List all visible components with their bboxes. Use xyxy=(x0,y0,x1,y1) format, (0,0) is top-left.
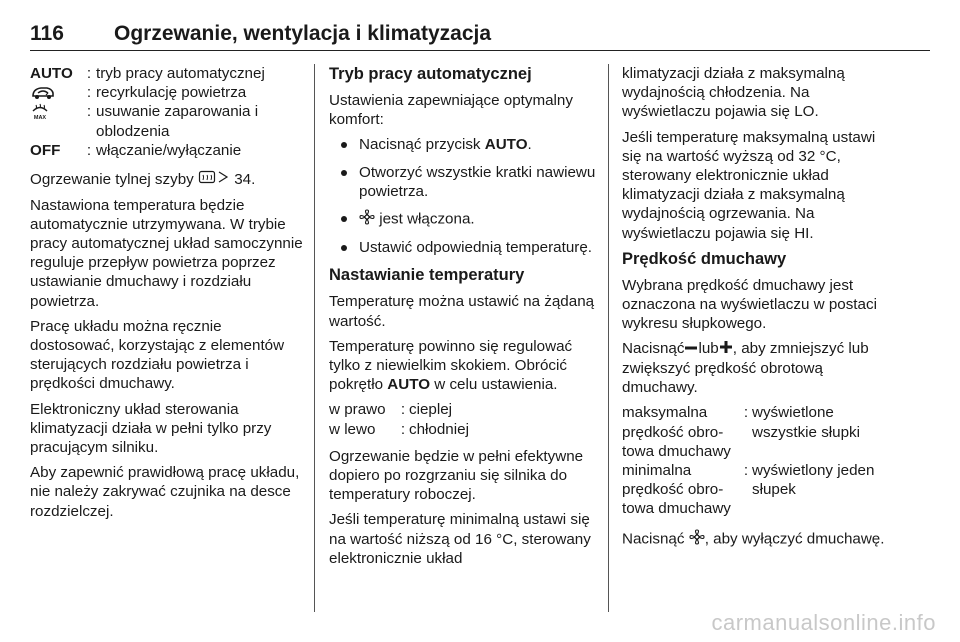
page-header xyxy=(30,22,930,52)
def-term-auto: AUTO xyxy=(30,65,73,82)
paragraph: Elektroniczny układ sterowania klimatyzacji działa w pełni tylko przy pracującym silniku. xyxy=(30,400,272,457)
def-colon: : xyxy=(86,141,92,159)
page-number: 116 xyxy=(30,22,64,45)
paragraph: Nacisnąć lub , aby zmniejszyć lub zwiększyć prędkość obrotową dmuchawy. xyxy=(622,340,869,397)
dir-colon: : xyxy=(400,420,406,438)
section-heading-temperature: Nastawianie temperatury xyxy=(329,266,525,285)
dir-colon: : xyxy=(400,401,406,419)
bullet-dot xyxy=(341,142,347,148)
column-2 xyxy=(329,64,599,574)
paragraph: Jeśli temperaturę minimalną ustawi się na wartość niższą od 16 °C, sterowany elektronicznie układ xyxy=(329,511,591,567)
paragraph: Pracę układu można ręcznie dostosować, korzystając z elementów sterujących rozdziału powietrza i prędkości dmuchawy. xyxy=(30,317,285,393)
page-title: Ogrzewanie, wentylacja i klimatyzacja xyxy=(114,22,492,45)
fan-speed-table xyxy=(622,403,892,518)
svg-text:MAX: MAX xyxy=(33,114,47,121)
header-rule xyxy=(30,50,930,51)
direction-table xyxy=(329,400,599,438)
def-colon: : xyxy=(86,103,92,121)
speed-term: maksymalna prędkość obro‐ towa dmuchawy xyxy=(622,404,731,460)
def-colon: : xyxy=(86,84,92,102)
paragraph: Wybrana prędkość dmuchawy jest oznaczona na wyświetlaczu w postaci wykresu słupkowego. xyxy=(622,276,877,333)
list-item: Otworzyć wszystkie kratki nawiewu powietrza. xyxy=(329,163,599,201)
def-term-off: OFF xyxy=(30,141,61,159)
paragraph: Nacisnąć , aby wyłączyć dmuchawę. xyxy=(622,529,892,550)
speed-colon: : xyxy=(743,462,749,480)
paragraph: Temperaturę powinno się regulować tylko z niewielkim skokiem. Obrócić pokrętło AUTO w celu ustawienia. xyxy=(329,337,573,394)
dir-desc: chłodniej xyxy=(409,420,469,438)
control-definitions xyxy=(30,64,305,160)
paragraph: klimatyzacji działa z maksymalną wydajnością chłodzenia. Na wyświetlaczu pojawia się LO. xyxy=(622,65,845,121)
speed-desc: wyświetlone wszystkie słupki xyxy=(752,404,861,441)
rear-window-heating-icon xyxy=(198,170,216,189)
def-desc-defrost: usuwanie zaparowania i oblodzenia xyxy=(96,103,259,140)
column-divider xyxy=(608,64,609,612)
bullet-dot xyxy=(341,245,347,251)
def-desc-recirculation: recyrkulację powietrza xyxy=(96,84,247,102)
section-heading-auto: Tryb pracy automatycznej xyxy=(329,65,532,83)
column-3 xyxy=(622,64,892,556)
speed-colon: : xyxy=(743,404,749,422)
recirculation-icon xyxy=(30,83,82,102)
dir-desc: cieplej xyxy=(409,401,453,419)
list-item: Nacisnąć przycisk AUTO. xyxy=(329,135,599,154)
paragraph: Aby zapewnić prawidłową pracę układu, nie należy zakrywać czujnika na desce rozdzielczej. xyxy=(30,464,300,520)
paragraph: Ustawienia zapewniające optymalny komfort: xyxy=(329,92,573,129)
fan-icon xyxy=(689,529,705,550)
def-colon: : xyxy=(86,65,92,82)
dir-term: w lewo xyxy=(329,420,376,438)
bullet-list xyxy=(329,135,599,257)
column-1 xyxy=(30,64,305,527)
def-desc-off: włączanie/wyłączanie xyxy=(96,141,242,159)
list-item: jest włączona. xyxy=(329,209,599,230)
bullet-dot xyxy=(341,216,347,222)
max-defrost-icon xyxy=(30,102,82,121)
paragraph: Ogrzewanie będzie w pełni efektywne dopiero po rozgrzaniu się silnika do temperatury roboczej. xyxy=(329,447,584,504)
column-divider xyxy=(314,64,315,612)
speed-term: minimalna prędkość obro‐ towa dmuchawy xyxy=(622,462,731,518)
dir-term: w prawo xyxy=(329,401,386,419)
page-reference-icon xyxy=(216,170,230,189)
def-desc-auto: tryb pracy automatycznej xyxy=(96,65,265,82)
plus-icon xyxy=(719,340,733,359)
paragraph: Temperaturę można ustawić na żądaną wartość. xyxy=(329,293,595,330)
fan-icon xyxy=(359,209,375,230)
bullet-dot xyxy=(341,170,347,176)
list-item: Ustawić odpowiednią temperaturę. xyxy=(329,238,599,257)
speed-desc: wyświetlony jeden słupek xyxy=(752,462,875,499)
watermark: carmanualsonline.info xyxy=(711,610,936,635)
section-heading-fan-speed: Prędkość dmuchawy xyxy=(622,249,787,268)
paragraph: Jeśli temperaturę maksymalną ustawi się na wartość wyższą od 32 °C, sterowany elektronicznie układ klimatyzacji działa z maksymalną wydajnością ogrzewania. Na wyświetlaczu pojawia się HI. xyxy=(622,128,876,242)
rear-window-paragraph: Ogrzewanie tylnej szyby 34. xyxy=(30,171,256,189)
minus-icon xyxy=(684,340,698,359)
paragraph: Nastawiona temperatura będzie automatycznie utrzymywana. W trybie pracy automatycznej układ samoczynnie reguluje przepływ powietrza poprzez ustawianie dmuchawy i rozdziału powietrza. xyxy=(30,196,303,310)
